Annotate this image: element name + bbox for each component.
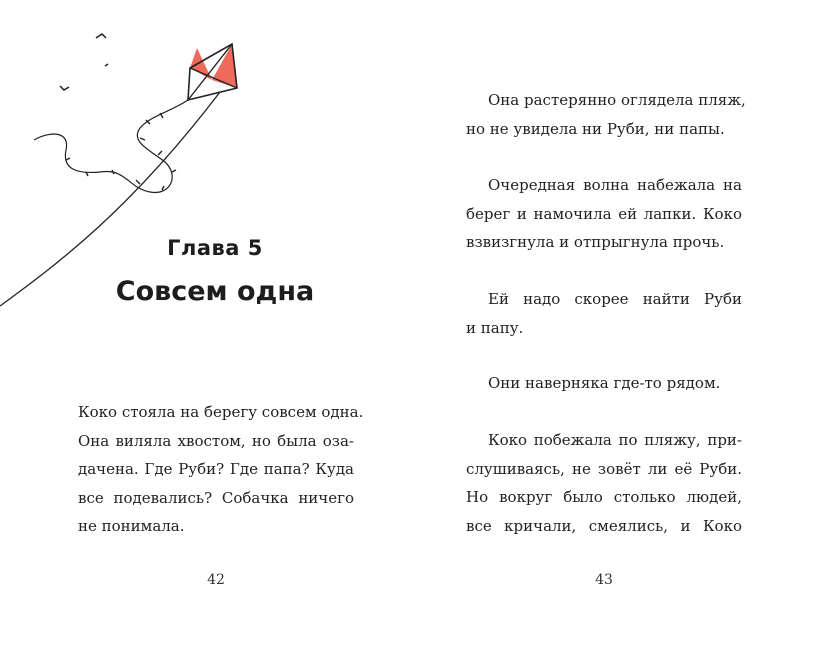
text-line: Очередная волна набежала на (488, 176, 742, 194)
right-paragraph-5 (466, 426, 742, 540)
bird-3 (60, 86, 69, 90)
chapter-title: Совсем одна (115, 276, 315, 307)
text-line: Ей надо скорее найти Руби (488, 290, 742, 308)
bird-2 (105, 64, 108, 66)
kite-string (0, 92, 220, 306)
text-line: Она растерянно оглядела пляж, (488, 91, 746, 109)
text-line: все кричали, смеялись, и Коко (466, 516, 742, 535)
text-line: не понимала. (78, 517, 185, 535)
text-line: Она виляла хвостом, но была оза- (78, 431, 354, 450)
right-paragraph-4 (466, 369, 742, 398)
right-paragraph-2 (466, 171, 742, 257)
text-line: Коко побежала по пляжу, при- (488, 431, 742, 449)
right-page (410, 0, 820, 662)
text-line: все подевались? Собачка ничего (78, 488, 354, 507)
page-number-left: 42 (207, 572, 225, 588)
bird-1 (96, 34, 106, 38)
text-line: Коко стояла на берегу совсем одна. (78, 403, 364, 421)
chapter-label: Глава 5 (167, 236, 263, 260)
left-body-paragraph (78, 398, 364, 541)
text-line: берег и намочила ей лапки. Коко (466, 204, 742, 223)
right-paragraph-3 (466, 285, 742, 342)
text-line: взвизгнула и отпрыгнула прочь. (466, 233, 725, 251)
text-line: Они наверняка где-то рядом. (488, 374, 721, 392)
text-line: слушиваясь, не зовёт ли её Руби. (466, 459, 742, 478)
right-paragraph-1 (466, 86, 746, 143)
text-line: но не увидела ни Руби, ни папы. (466, 119, 725, 138)
kite-tail (34, 100, 188, 193)
kite-illustration (0, 0, 260, 320)
page-number-right: 43 (595, 572, 613, 588)
text-line: и папу. (466, 318, 524, 337)
text-line: дачена. Где Руби? Где папа? Куда (78, 460, 354, 478)
text-line: Но вокруг было столько людей, (466, 488, 742, 506)
